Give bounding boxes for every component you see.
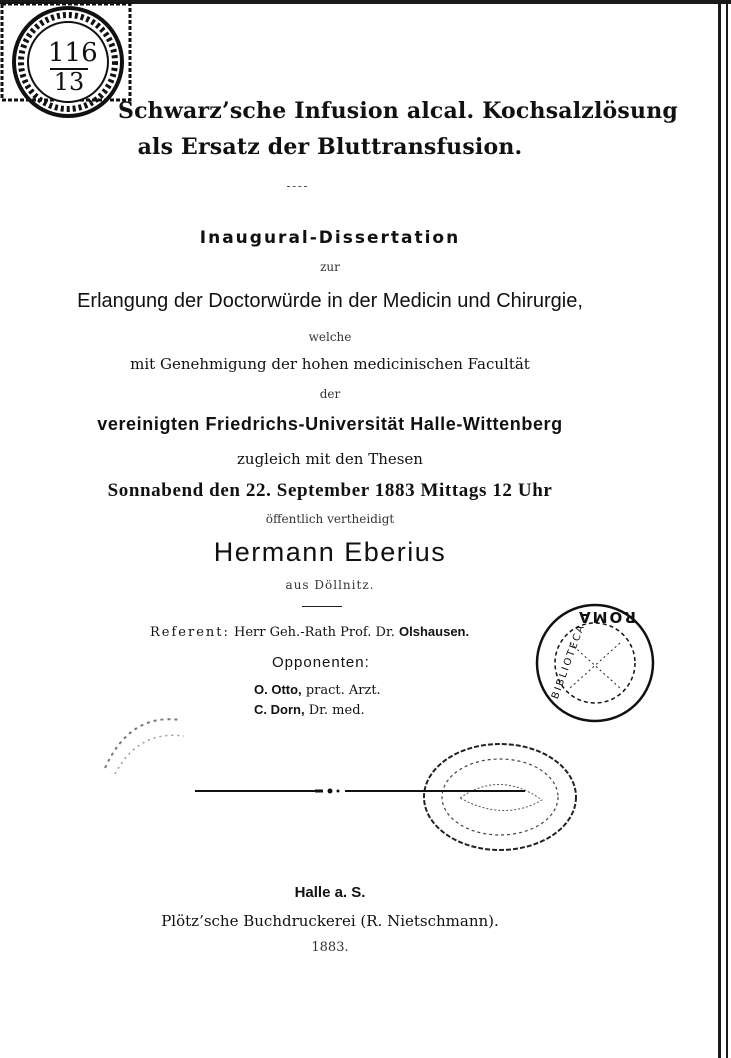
text-genehmigung: mit Genehmigung der hohen medicinischen Facultät xyxy=(130,355,530,373)
roma-seal-stamp xyxy=(525,598,665,728)
opponent-1-title: pract. Arzt. xyxy=(305,683,381,698)
subtitle: Inaugural-Dissertation xyxy=(199,228,461,248)
opponent-1 xyxy=(254,682,381,698)
scan-border-right xyxy=(718,0,721,1058)
imprint-printer: Plötz’sche Buchdruckerei (R. Nietschmann). xyxy=(161,912,499,930)
faint-stamp-left xyxy=(100,708,190,778)
opponent-2-title: Dr. med. xyxy=(308,703,365,718)
imprint-year: 1883. xyxy=(311,940,349,955)
text-date: Sonnabend den 22. September 1883 Mittags 12 Uhr xyxy=(107,480,553,501)
roma-stamp-text: ROMA xyxy=(577,608,636,626)
text-der: der xyxy=(319,387,341,401)
title-line-1: Schwarz’sche Infusion alcal. Kochsalzlösung xyxy=(118,98,678,124)
referent-label: Referent: xyxy=(150,625,230,640)
scan-border-right-outer xyxy=(726,0,728,1058)
ornament-rule-icon xyxy=(195,784,525,798)
text-university: vereinigten Friedrichs-Universität Halle-Wittenberg xyxy=(97,414,563,434)
library-number-bottom: 13 xyxy=(53,68,85,96)
library-number-top: 116 xyxy=(48,38,98,68)
text-oeffentlich: öffentlich vertheidigt xyxy=(265,512,395,526)
referent-name: Olshausen. xyxy=(399,624,470,639)
opponent-2-name: C. Dorn, xyxy=(254,702,305,717)
opponents-title: Opponenten: xyxy=(272,654,370,671)
author-name: Hermann Eberius xyxy=(213,537,447,567)
imprint-place: Halle a. S. xyxy=(294,884,366,901)
referent-text: Herr Geh.-Rath Prof. Dr. xyxy=(234,625,395,640)
text-erlangung: Erlangung der Doctorwürde in der Medicin und Chirurgie, xyxy=(77,290,583,312)
text-welche: welche xyxy=(308,330,352,344)
title-separator xyxy=(287,186,307,187)
title-line-2: als Ersatz der Bluttransfusion. xyxy=(137,134,523,160)
opponent-1-name: O. Otto, xyxy=(254,682,302,697)
author-rule xyxy=(302,606,342,607)
faint-stamp-left-icon xyxy=(100,708,190,778)
referent-line xyxy=(150,624,469,640)
opponent-2 xyxy=(254,702,365,718)
author-origin: aus Döllnitz. xyxy=(285,578,375,592)
text-zugleich: zugleich mit den Thesen xyxy=(237,450,423,468)
text-zur: zur xyxy=(320,260,340,274)
roma-stamp-side-text: BIBLIOTECA xyxy=(549,622,588,701)
